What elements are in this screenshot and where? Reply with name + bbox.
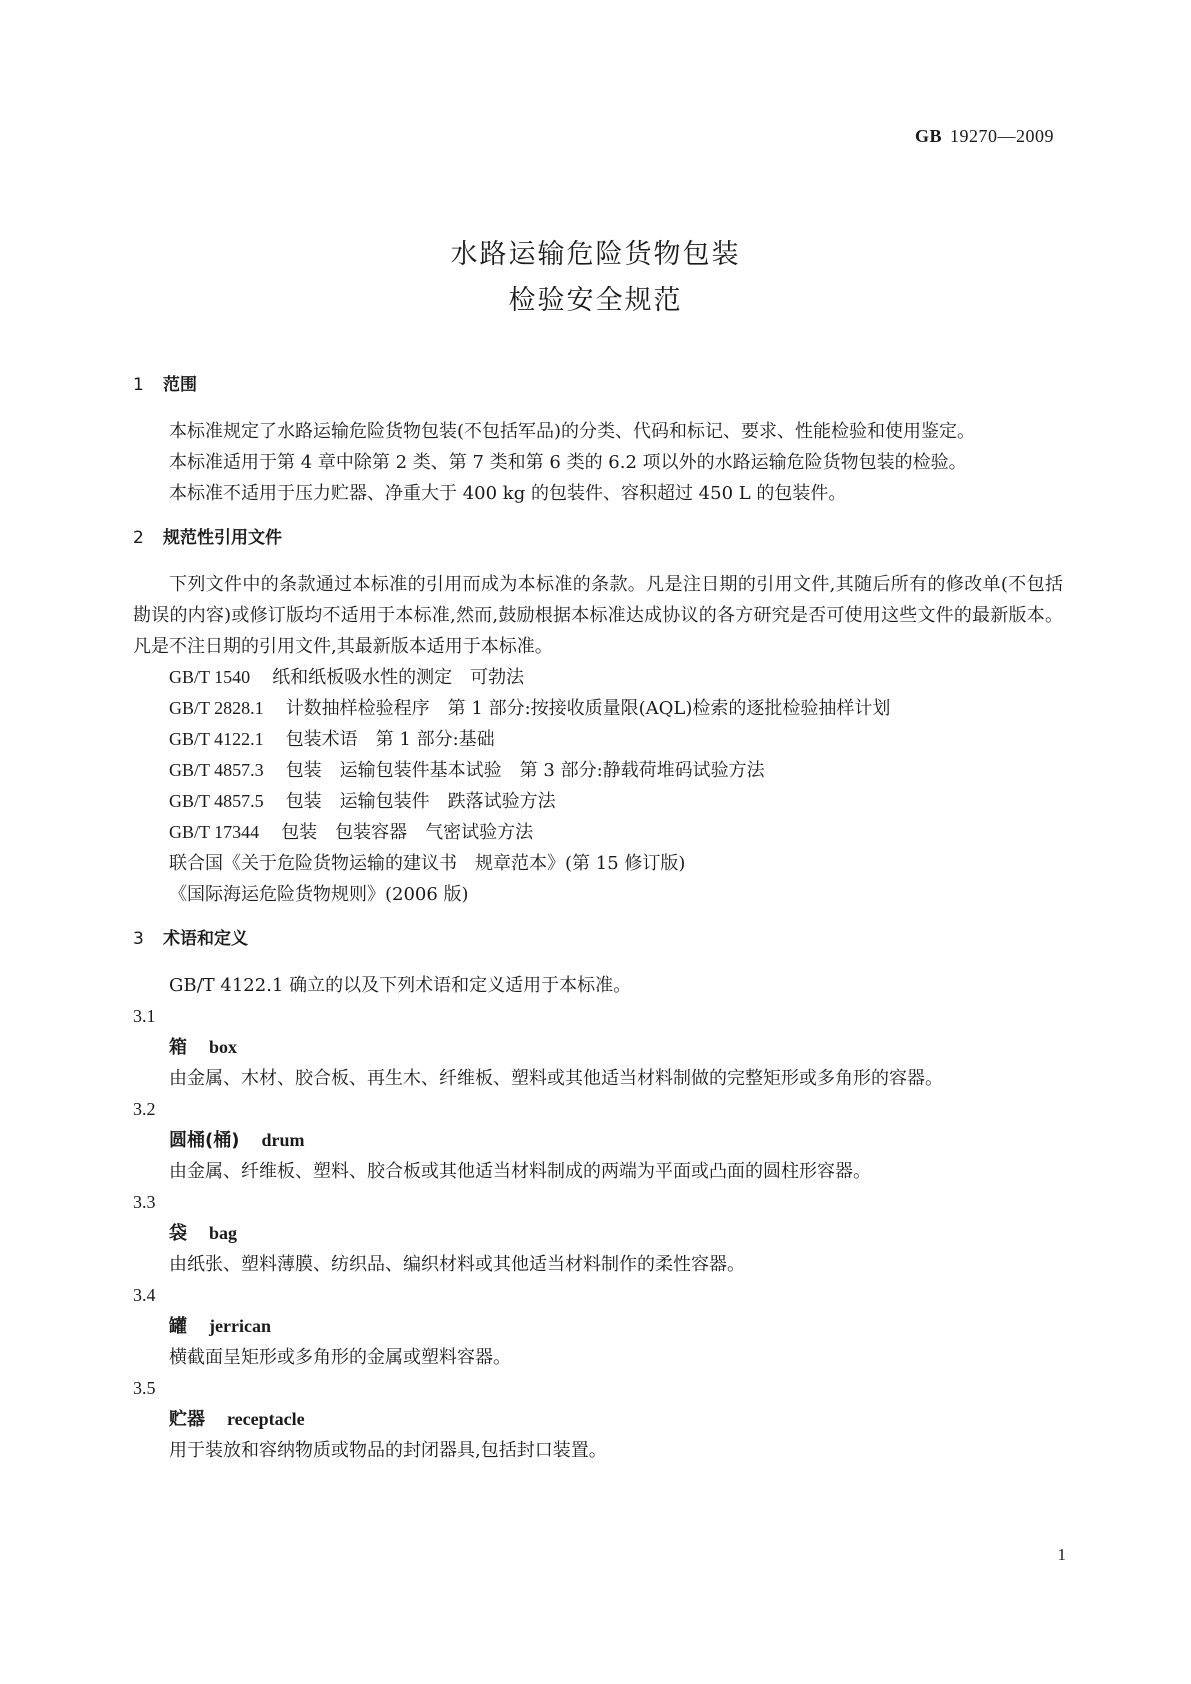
term-en: receptacle — [227, 1409, 305, 1429]
term-number: 3.1 — [133, 1006, 156, 1026]
reference-title: 纸和纸板吸水性的测定 可勃法 — [272, 667, 525, 688]
standard-code — [915, 126, 1054, 147]
term-en: box — [209, 1037, 238, 1057]
reference-code: GB/T 17344 — [169, 822, 260, 842]
reference-code: GB/T 4857.3 — [169, 760, 264, 780]
document-title-line-2: 检验安全规范 — [508, 285, 683, 316]
paragraph: 本标准规定了水路运输危险货物包装(不包括军品)的分类、代码和标记、要求、性能检验和使用鉴定。 — [169, 421, 976, 442]
term-definition: 由金属、木材、胶合板、再生木、纤维板、塑料或其他适当材料制做的完整矩形或多角形的容器。 — [169, 1068, 943, 1089]
term-definition: 横截面呈矩形或多角形的金属或塑料容器。 — [169, 1347, 511, 1368]
reference-item — [133, 817, 1063, 848]
reference-code: GB/T 1540 — [169, 667, 251, 687]
term-zh: 袋 — [169, 1223, 187, 1244]
term-zh: 贮器 — [169, 1409, 205, 1430]
term-definition: 由金属、纤维板、塑料、胶合板或其他适当材料制成的两端为平面或凸面的圆柱形容器。 — [169, 1161, 871, 1182]
reference-code: GB/T 2828.1 — [169, 698, 264, 718]
reference-item: 联合国《关于危险货物运输的建议书 规章范本》(第 15 修订版) — [169, 853, 686, 874]
section-number: 3 — [133, 929, 144, 949]
reference-code: GB/T 4857.5 — [169, 791, 264, 811]
reference-title: 包装 运输包装件基本试验 第 3 部分:静载荷堆码试验方法 — [285, 760, 765, 781]
page-number: 1 — [1057, 1545, 1066, 1564]
reference-item — [133, 693, 1063, 724]
term-en: bag — [209, 1223, 238, 1243]
term-en: drum — [261, 1130, 305, 1150]
term-name — [133, 1404, 1063, 1435]
paragraph: 本标准适用于第 4 章中除第 2 类、第 7 类和第 6 类的 6.2 项以外的水路运输危险货物包装的检验。 — [169, 452, 967, 473]
paragraph: 下列文件中的条款通过本标准的引用而成为本标准的条款。凡是注日期的引用文件,其随后所有的修改单(不包括勘误的内容)或修订版均不适用于本标准,然而,鼓励根据本标准达成协议的各方研究是否可使用这些文件的最新版本。凡是不注日期的引用文件,其最新版本适用于本标准。 — [133, 574, 1063, 657]
reference-code: GB/T 4122.1 — [169, 729, 264, 749]
standard-prefix: GB — [914, 126, 942, 146]
reference-title: 计数抽样检验程序 第 1 部分:按接收质量限(AQL)检索的逐批检验抽样计划 — [285, 698, 891, 719]
term-name — [133, 1125, 1063, 1156]
reference-item — [133, 786, 1063, 817]
section-heading-terms-definitions — [133, 924, 1063, 950]
term-zh: 罐 — [169, 1316, 187, 1337]
standard-number: 19270—2009 — [950, 126, 1054, 146]
section-heading-normative-references — [133, 523, 1063, 549]
section-title: 术语和定义 — [163, 929, 248, 949]
term-name — [133, 1218, 1063, 1249]
term-definition: 由纸张、塑料薄膜、纺织品、编织材料或其他适当材料制作的柔性容器。 — [169, 1254, 745, 1275]
section-heading-scope — [133, 370, 1063, 396]
term-number: 3.5 — [133, 1378, 156, 1398]
section-number: 2 — [133, 528, 144, 548]
paragraph: GB/T 4122.1 确立的以及下列术语和定义适用于本标准。 — [169, 975, 632, 996]
term-name — [133, 1032, 1063, 1063]
term-definition: 用于装放和容纳物质或物品的封闭器具,包括封口装置。 — [169, 1440, 607, 1461]
section-title: 规范性引用文件 — [163, 528, 282, 548]
reference-item — [133, 724, 1063, 755]
section-title: 范围 — [163, 375, 197, 395]
document-title-line-1: 水路运输危险货物包装 — [450, 239, 741, 270]
term-name — [133, 1311, 1063, 1342]
section-number: 1 — [133, 375, 144, 395]
paragraph: 本标准不适用于压力贮器、净重大于 400 kg 的包装件、容积超过 450 L 的包装件。 — [169, 483, 847, 504]
term-number: 3.3 — [133, 1192, 156, 1212]
term-number: 3.2 — [133, 1099, 156, 1119]
term-zh: 箱 — [169, 1037, 187, 1058]
reference-title: 包装 运输包装件 跌落试验方法 — [285, 791, 556, 812]
term-en: jerrican — [209, 1316, 271, 1336]
reference-item — [133, 662, 1063, 693]
reference-item — [133, 755, 1063, 786]
term-number: 3.4 — [133, 1285, 156, 1305]
term-zh: 圆桶(桶) — [169, 1130, 240, 1151]
document-body — [133, 370, 1063, 1466]
reference-title: 包装术语 第 1 部分:基础 — [285, 729, 495, 750]
reference-title: 包装 包装容器 气密试验方法 — [281, 822, 534, 843]
reference-item: 《国际海运危险货物规则》(2006 版) — [169, 884, 469, 905]
